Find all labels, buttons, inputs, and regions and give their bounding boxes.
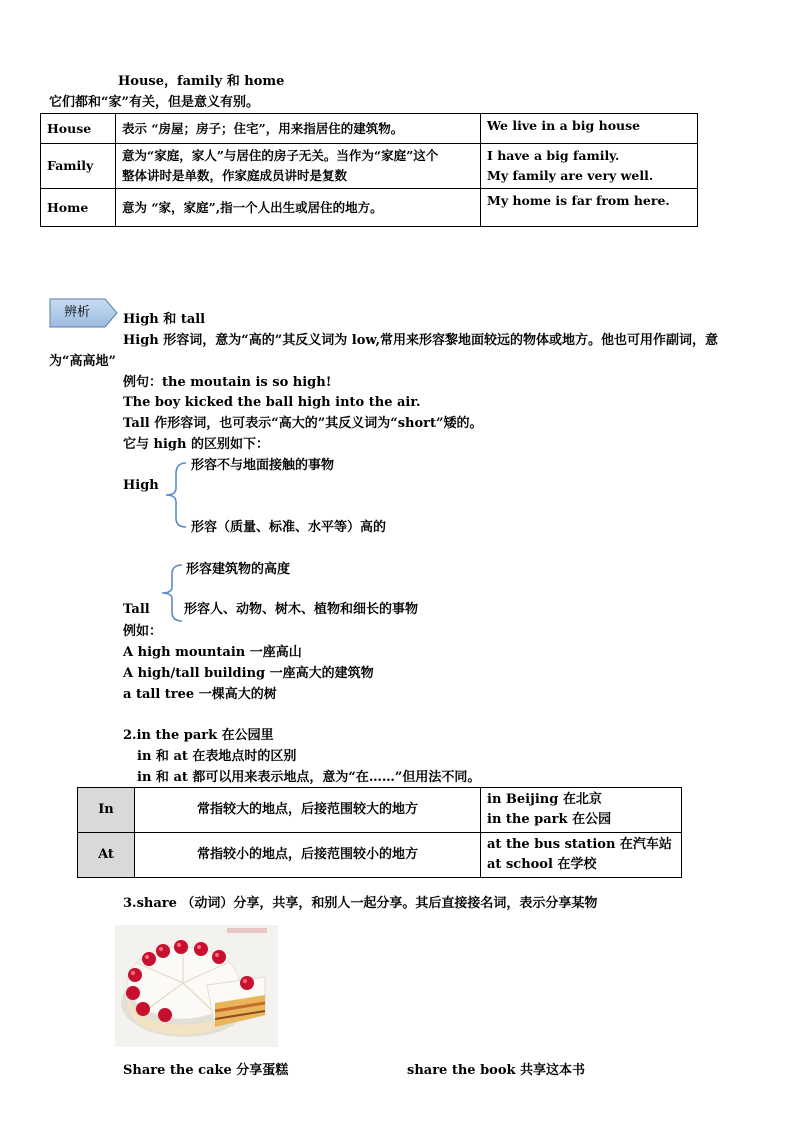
difference-intro: 它与 high 的区别如下： — [123, 437, 269, 452]
analysis-badge — [49, 298, 119, 328]
meaning-cell: 意为 “家，家庭”,指一个人出生或居住的地方。 — [116, 189, 481, 227]
section-title-in-the-park: 2.in the park 在公园里 — [123, 728, 274, 743]
section-title-share: 3.share （动词）分享，共享，和别人一起分享。其后直接接名词，表示分享某物 — [123, 896, 598, 911]
term-cell: In — [78, 788, 135, 833]
tall-label: Tall — [123, 602, 150, 617]
term-cell: House — [41, 114, 116, 144]
high-point-2: 形容（质量、标准、水平等）高的 — [191, 520, 387, 535]
example-cell: at the bus station 在汽车站 at school 在学校 — [481, 833, 682, 878]
example-phrase-2: A high/tall building 一座高大的建筑物 — [123, 666, 374, 681]
high-point-1: 形容不与地面接触的事物 — [191, 458, 335, 473]
example-phrase-1: A high mountain 一座高山 — [123, 645, 302, 660]
caption-share-book: share the book 共享这本书 — [407, 1063, 586, 1078]
caption-share-cake: Share the cake 分享蛋糕 — [123, 1063, 289, 1078]
example-phrase-3: a tall tree 一棵高大的树 — [123, 687, 277, 702]
example-cell: I have a big family. My family are very well. — [481, 144, 698, 189]
high-brace-icon — [162, 460, 190, 530]
term-cell: Home — [41, 189, 116, 227]
badge-label: 辨析 — [63, 305, 90, 320]
meaning-cell: 表示 “房屋；房子；住宅”，用来指居住的建筑物。 — [116, 114, 481, 144]
table-row — [41, 114, 698, 144]
tall-point-1: 形容建筑物的高度 — [186, 562, 291, 577]
cake-image — [115, 925, 278, 1047]
meaning-cell: 意为“家庭，家人”与居住的房子无关。当作为“家庭”这个 整体讲时是单数，作家庭成员讲时是复数 — [116, 144, 481, 189]
in-at-subtitle-2: in 和 at 都可以用来表示地点，意为“在……”但用法不同。 — [137, 770, 481, 785]
section-title-house-family-home: House，family 和 home — [118, 74, 285, 89]
tall-brace-icon — [158, 562, 186, 624]
example-sentence-1: 例句：the moutain is so high! — [123, 375, 332, 390]
high-label: High — [123, 478, 159, 493]
examples-label: 例如： — [123, 624, 163, 639]
meaning-cell: 常指较大的地点，后接范围较大的地方 — [135, 788, 481, 833]
example-cell: My home is far from here. — [481, 189, 698, 227]
term-cell: At — [78, 833, 135, 878]
term-cell: Family — [41, 144, 116, 189]
tall-definition-line: Tall 作形容词，也可表示“高大的”其反义词为“short”矮的。 — [123, 416, 483, 431]
in-at-subtitle-1: in 和 at 在表地点时的区别 — [137, 749, 297, 764]
meaning-cell: 常指较小的地点，后接范围较小的地方 — [135, 833, 481, 878]
table-row — [78, 833, 682, 878]
high-definition-line-cont: 为“高高地” — [49, 354, 116, 369]
tall-point-2: 形容人、动物、树木、植物和细长的事物 — [184, 602, 419, 617]
example-cell: We live in a big house — [481, 114, 698, 144]
table-row — [78, 788, 682, 833]
example-cell: in Beijing 在北京 in the park 在公园 — [481, 788, 682, 833]
section-title-high-tall: High 和 tall — [123, 312, 206, 327]
high-definition-line: High 形容词，意为“高的”其反义词为 low,常用来形容黎地面较远的物体或地方。他也可用作副词，意 — [123, 333, 719, 348]
table-row — [41, 189, 698, 227]
in-at-table — [77, 787, 682, 878]
example-sentence-2: The boy kicked the ball high into the air. — [123, 395, 421, 410]
table-row — [41, 144, 698, 189]
house-family-home-table — [40, 113, 698, 227]
section-intro: 它们都和“家”有关，但是意义有别。 — [49, 95, 259, 110]
